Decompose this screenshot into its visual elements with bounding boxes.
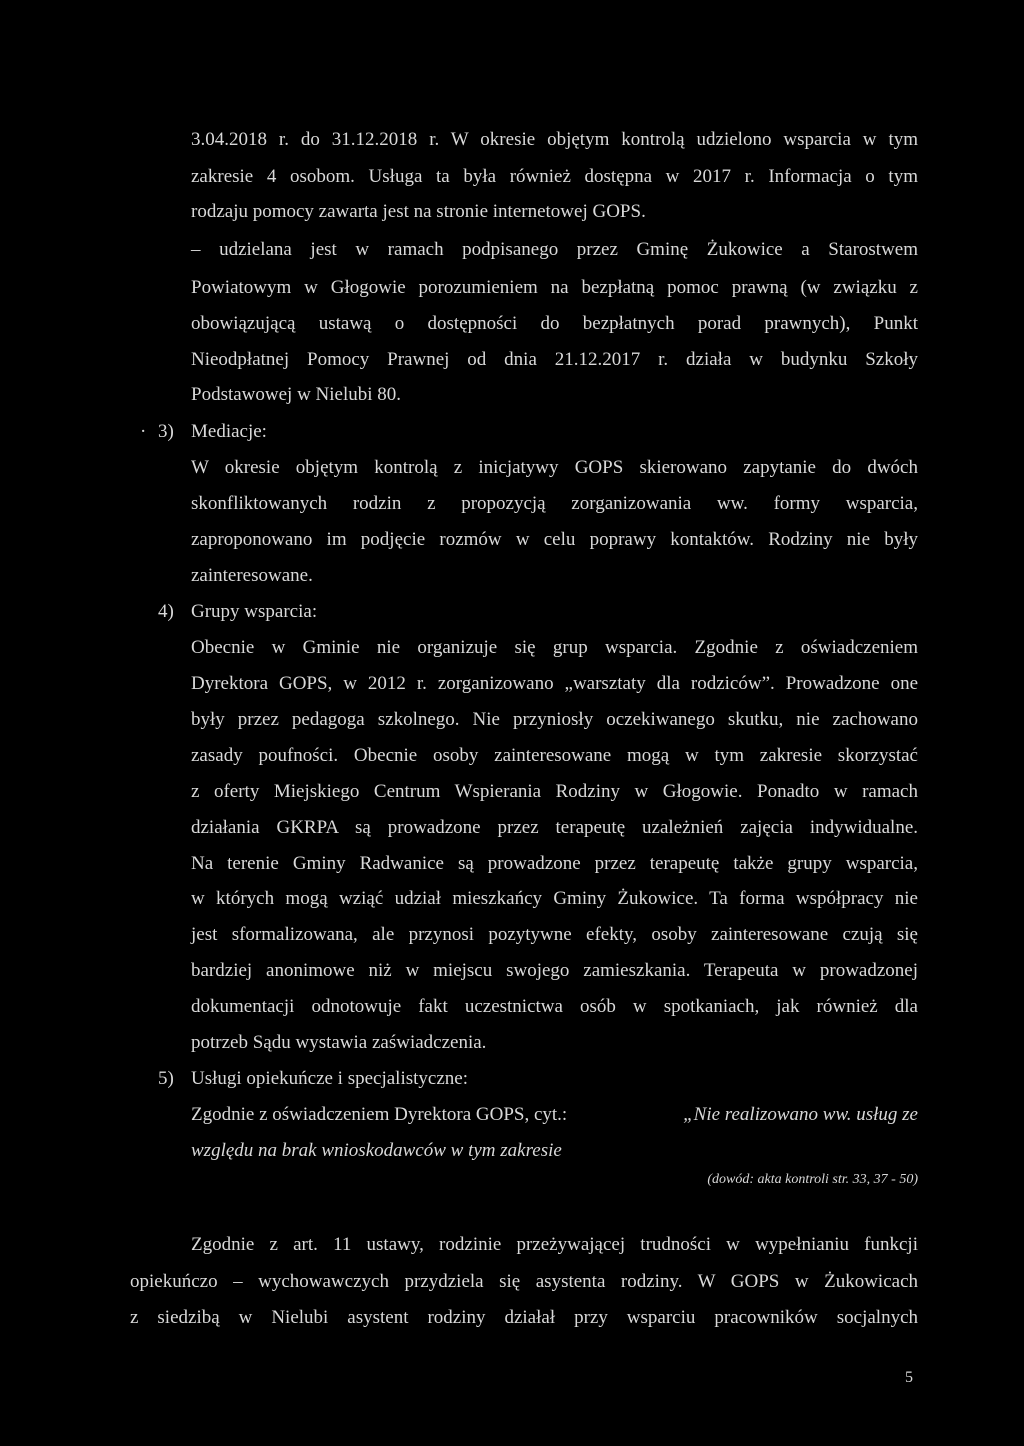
list-bullet: · bbox=[140, 421, 147, 442]
paragraph-line: z oferty Miejskiego Centrum Wspierania Rodziny w Głogowie. Ponadto w ramach bbox=[191, 781, 918, 802]
paragraph-line: jest sformalizowana, ale przynosi pozytywne efekty, osoby zainteresowane czują się bbox=[191, 924, 918, 945]
paragraph-line: działania GKRPA są prowadzone przez terapeutę uzależnień zajęcia indywidualne. bbox=[191, 817, 918, 838]
paragraph-line: były przez pedagoga szkolnego. Nie przyniosły oczekiwanego skutku, nie zachowano bbox=[191, 709, 918, 730]
paragraph-line: Dyrektora GOPS, w 2012 r. zorganizowano „warsztaty dla rodziców”. Prowadzone one bbox=[191, 673, 918, 694]
paragraph-line: W okresie objętym kontrolą z inicjatywy GOPS skierowano zapytanie do dwóch bbox=[191, 457, 918, 478]
quote-line bbox=[191, 1103, 918, 1127]
page-number: 5 bbox=[905, 1369, 913, 1386]
paragraph-line: z siedzibą w Nielubi asystent rodziny działał przy wsparciu pracowników socjalnych bbox=[130, 1307, 918, 1328]
list-number: 3) bbox=[158, 421, 174, 442]
section-heading: Grupy wsparcia: bbox=[191, 601, 318, 622]
section-heading: Usługi opiekuńcze i specjalistyczne: bbox=[191, 1068, 468, 1089]
section-heading: Mediacje: bbox=[191, 421, 267, 442]
quote-intro: Zgodnie z oświadczeniem Dyrektora GOPS, cyt.: bbox=[191, 1104, 568, 1125]
paragraph-line: obowiązującą ustawą o dostępności do bezpłatnych porad prawnych), Punkt bbox=[191, 313, 918, 334]
paragraph-line: zainteresowane. bbox=[191, 565, 313, 586]
paragraph-line: potrzeb Sądu wystawia zaświadczenia. bbox=[191, 1032, 487, 1053]
quote-text: „Nie realizowano ww. usług ze bbox=[683, 1104, 918, 1125]
paragraph-line: zaproponowano im podjęcie rozmów w celu poprawy kontaktów. Rodziny nie były bbox=[191, 529, 918, 550]
paragraph-line: – udzielana jest w ramach podpisanego przez Gminę Żukowice a Starostwem bbox=[191, 239, 918, 260]
paragraph-line: dokumentacji odnotowuje fakt uczestnictwa osób w spotkaniach, jak również dla bbox=[191, 996, 918, 1017]
paragraph-line: Powiatowym w Głogowie porozumieniem na bezpłatną pomoc prawną (w związku z bbox=[191, 277, 918, 298]
evidence-note: (dowód: akta kontroli str. 33, 37 - 50) bbox=[707, 1172, 918, 1187]
paragraph-line: Podstawowej w Nielubi 80. bbox=[191, 384, 402, 405]
paragraph-line: Nieodpłatnej Pomocy Prawnej od dnia 21.12.2017 r. działa w budynku Szkoły bbox=[191, 349, 918, 370]
paragraph-line: Zgodnie z art. 11 ustawy, rodzinie przeżywającej trudności w wypełnianiu funkcji bbox=[191, 1234, 918, 1255]
list-number: 5) bbox=[158, 1068, 174, 1089]
paragraph-line: opiekuńczo – wychowawczych przydziela się asystenta rodziny. W GOPS w Żukowicach bbox=[130, 1271, 918, 1292]
paragraph-line: zakresie 4 osobom. Usługa ta była również dostępna w 2017 r. Informacja o tym bbox=[191, 166, 918, 187]
list-number: 4) bbox=[158, 601, 174, 622]
paragraph-line: rodzaju pomocy zawarta jest na stronie internetowej GOPS. bbox=[191, 201, 646, 222]
paragraph-line: Obecnie w Gminie nie organizuje się grup wsparcia. Zgodnie z oświadczeniem bbox=[191, 637, 918, 658]
paragraph-line: w których mogą wziąć udział mieszkańcy Gminy Żukowice. Ta forma współpracy nie bbox=[191, 888, 918, 909]
quote-text: względu na brak wnioskodawców w tym zakresie bbox=[191, 1140, 562, 1161]
paragraph-line: skonfliktowanych rodzin z propozycją zorganizowania ww. formy wsparcia, bbox=[191, 493, 918, 514]
paragraph-line: 3.04.2018 r. do 31.12.2018 r. W okresie objętym kontrolą udzielono wsparcia w tym bbox=[191, 129, 918, 150]
paragraph-line: bardziej anonimowe niż w miejscu swojego zamieszkania. Terapeuta w prowadzonej bbox=[191, 960, 918, 981]
paragraph-line: Na terenie Gminy Radwanice są prowadzone przez terapeutę także grupy wsparcia, bbox=[191, 853, 918, 874]
paragraph-line: zasady poufności. Obecnie osoby zainteresowane mogą w tym zakresie skorzystać bbox=[191, 745, 918, 766]
